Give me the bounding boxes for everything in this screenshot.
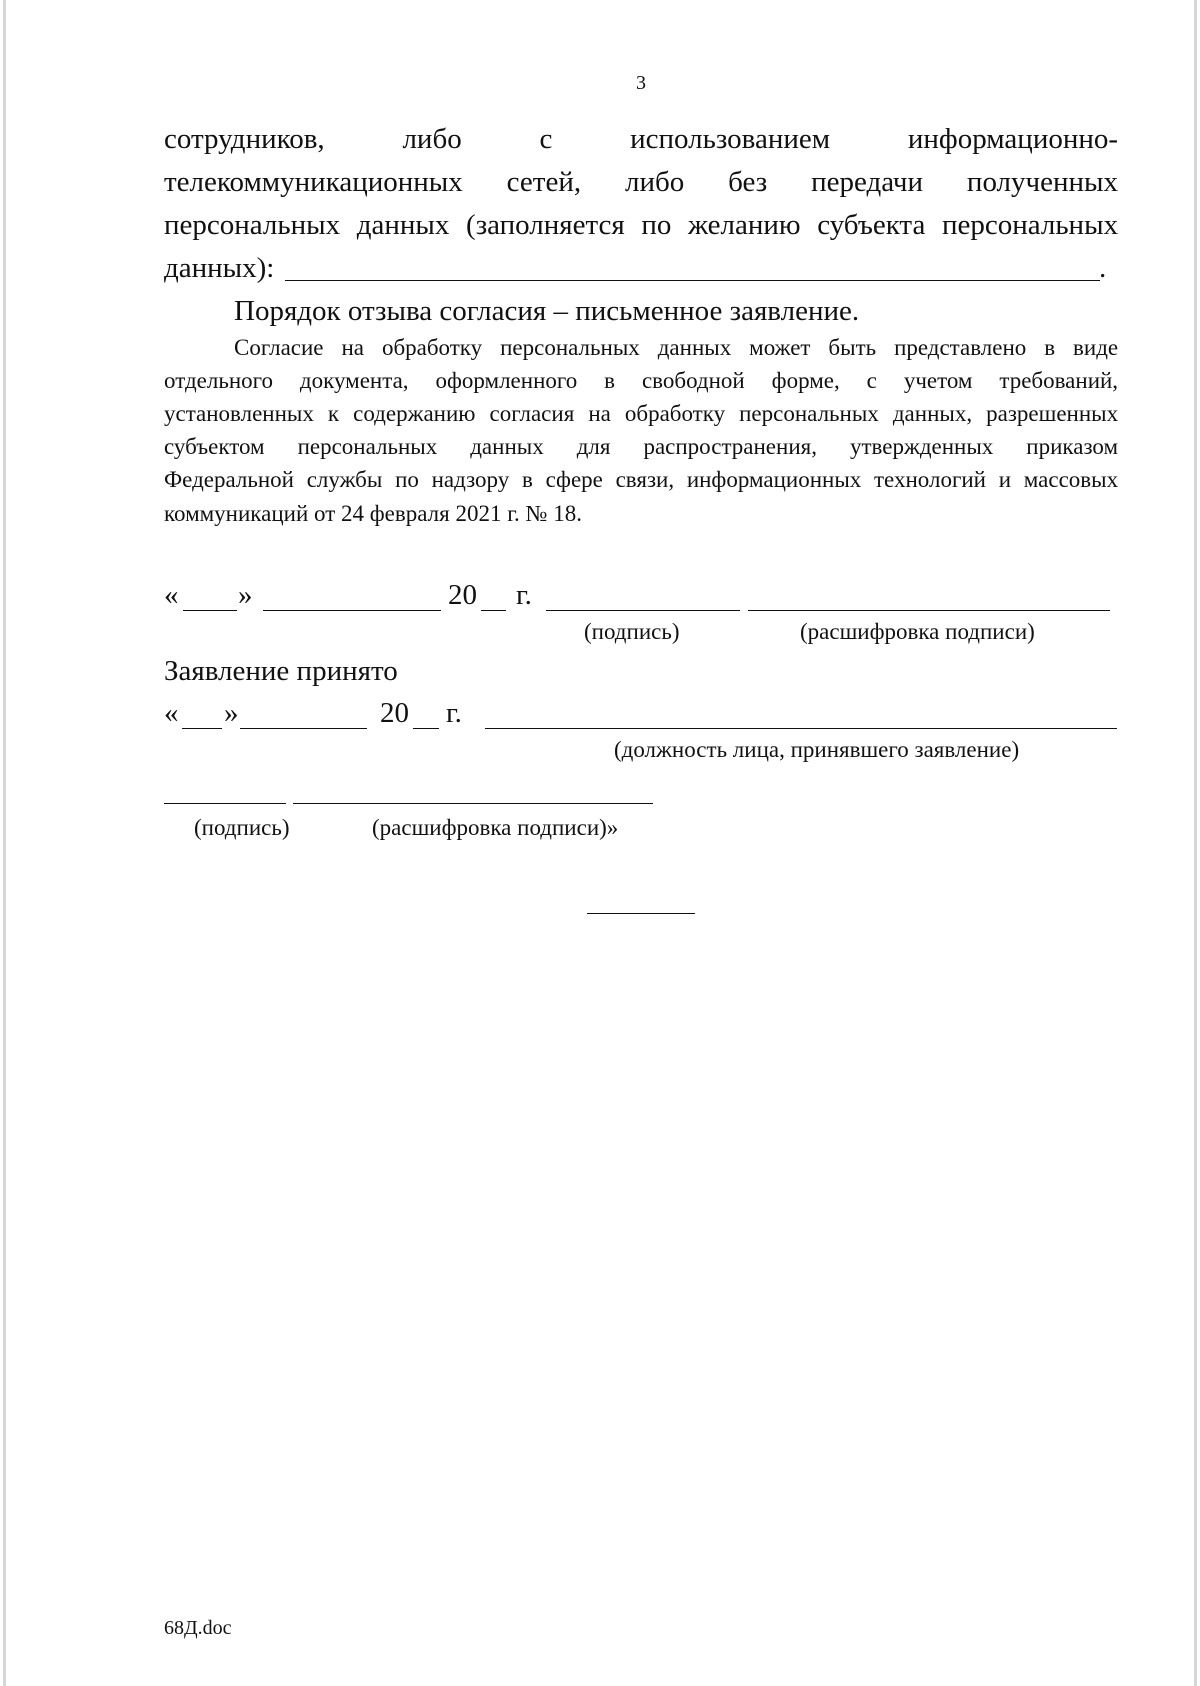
withdrawal-procedure: Порядок отзыва согласия – письменное заявление. [234, 295, 860, 327]
end-separator-line [587, 913, 695, 914]
accepted-caption-decoding: (расшифровка подписи)» [372, 815, 619, 840]
sign-quote-close: » [238, 579, 253, 611]
paragraph1-line1: сотрудников, либо с использованием информационно- [164, 123, 1119, 155]
paragraph1-line4-label: данных): [164, 252, 275, 284]
accepted-year-line [413, 728, 439, 729]
accepted-month-line [240, 728, 367, 729]
sign-year-prefix: 20 [448, 579, 477, 611]
sign-year-suffix: г. [516, 579, 532, 611]
accepted-position-line [485, 728, 1117, 729]
consent-line6: коммуникаций от 24 февраля 2021 г. № 18. [164, 501, 582, 526]
sign-caption-signature: (подпись) [584, 619, 680, 644]
consent-line1: Согласие на обработку персональных данных может быть представлено в виде [234, 335, 1119, 360]
accepted-day-line [182, 728, 222, 729]
sign-year-line [481, 610, 506, 611]
consent-line4: субъектом персональных данных для распространения, утвержденных приказом [164, 434, 1119, 459]
consent-line2: отдельного документа, оформленного в свободной форме, с учетом требований, [164, 368, 1119, 393]
accepted-heading: Заявление принято [164, 655, 398, 687]
sign-signature-line [546, 610, 740, 611]
consent-line5: Федеральной службы по надзору в сфере связи, информационных технологий и массовых [164, 467, 1119, 492]
paragraph1-line4-period: . [1099, 252, 1107, 284]
sign-quote-open: « [164, 579, 179, 611]
accepted-quote-open: « [164, 697, 179, 729]
accepted-signature-line [164, 803, 286, 804]
accepted-year-prefix: 20 [380, 697, 409, 729]
consent-line3: установленных к содержанию согласия на обработку персональных данных, разрешенных [164, 401, 1119, 426]
paragraph1-line3: персональных данных (заполняется по желанию субъекта персональных [164, 209, 1119, 241]
accepted-caption-position: (должность лица, принявшего заявление) [614, 737, 1020, 762]
scan-edge-right [1194, 0, 1197, 1686]
sign-caption-decoding: (расшифровка подписи) [800, 619, 1035, 644]
scan-edge-left [3, 0, 6, 1686]
paragraph1-line2: телекоммуникационных сетей, либо без передачи полученных [164, 166, 1119, 198]
accepted-caption-signature: (подпись) [194, 815, 290, 840]
sign-day-line [183, 610, 237, 611]
sign-decoding-line [748, 610, 1110, 611]
fill-line-details [285, 280, 1100, 281]
footer-filename: 68Д.doc [164, 1617, 232, 1639]
accepted-decoding-line [293, 803, 653, 804]
sign-month-line [263, 610, 441, 611]
accepted-year-suffix: г. [446, 697, 462, 729]
accepted-quote-close: » [224, 697, 239, 729]
page-number: 3 [636, 72, 646, 94]
